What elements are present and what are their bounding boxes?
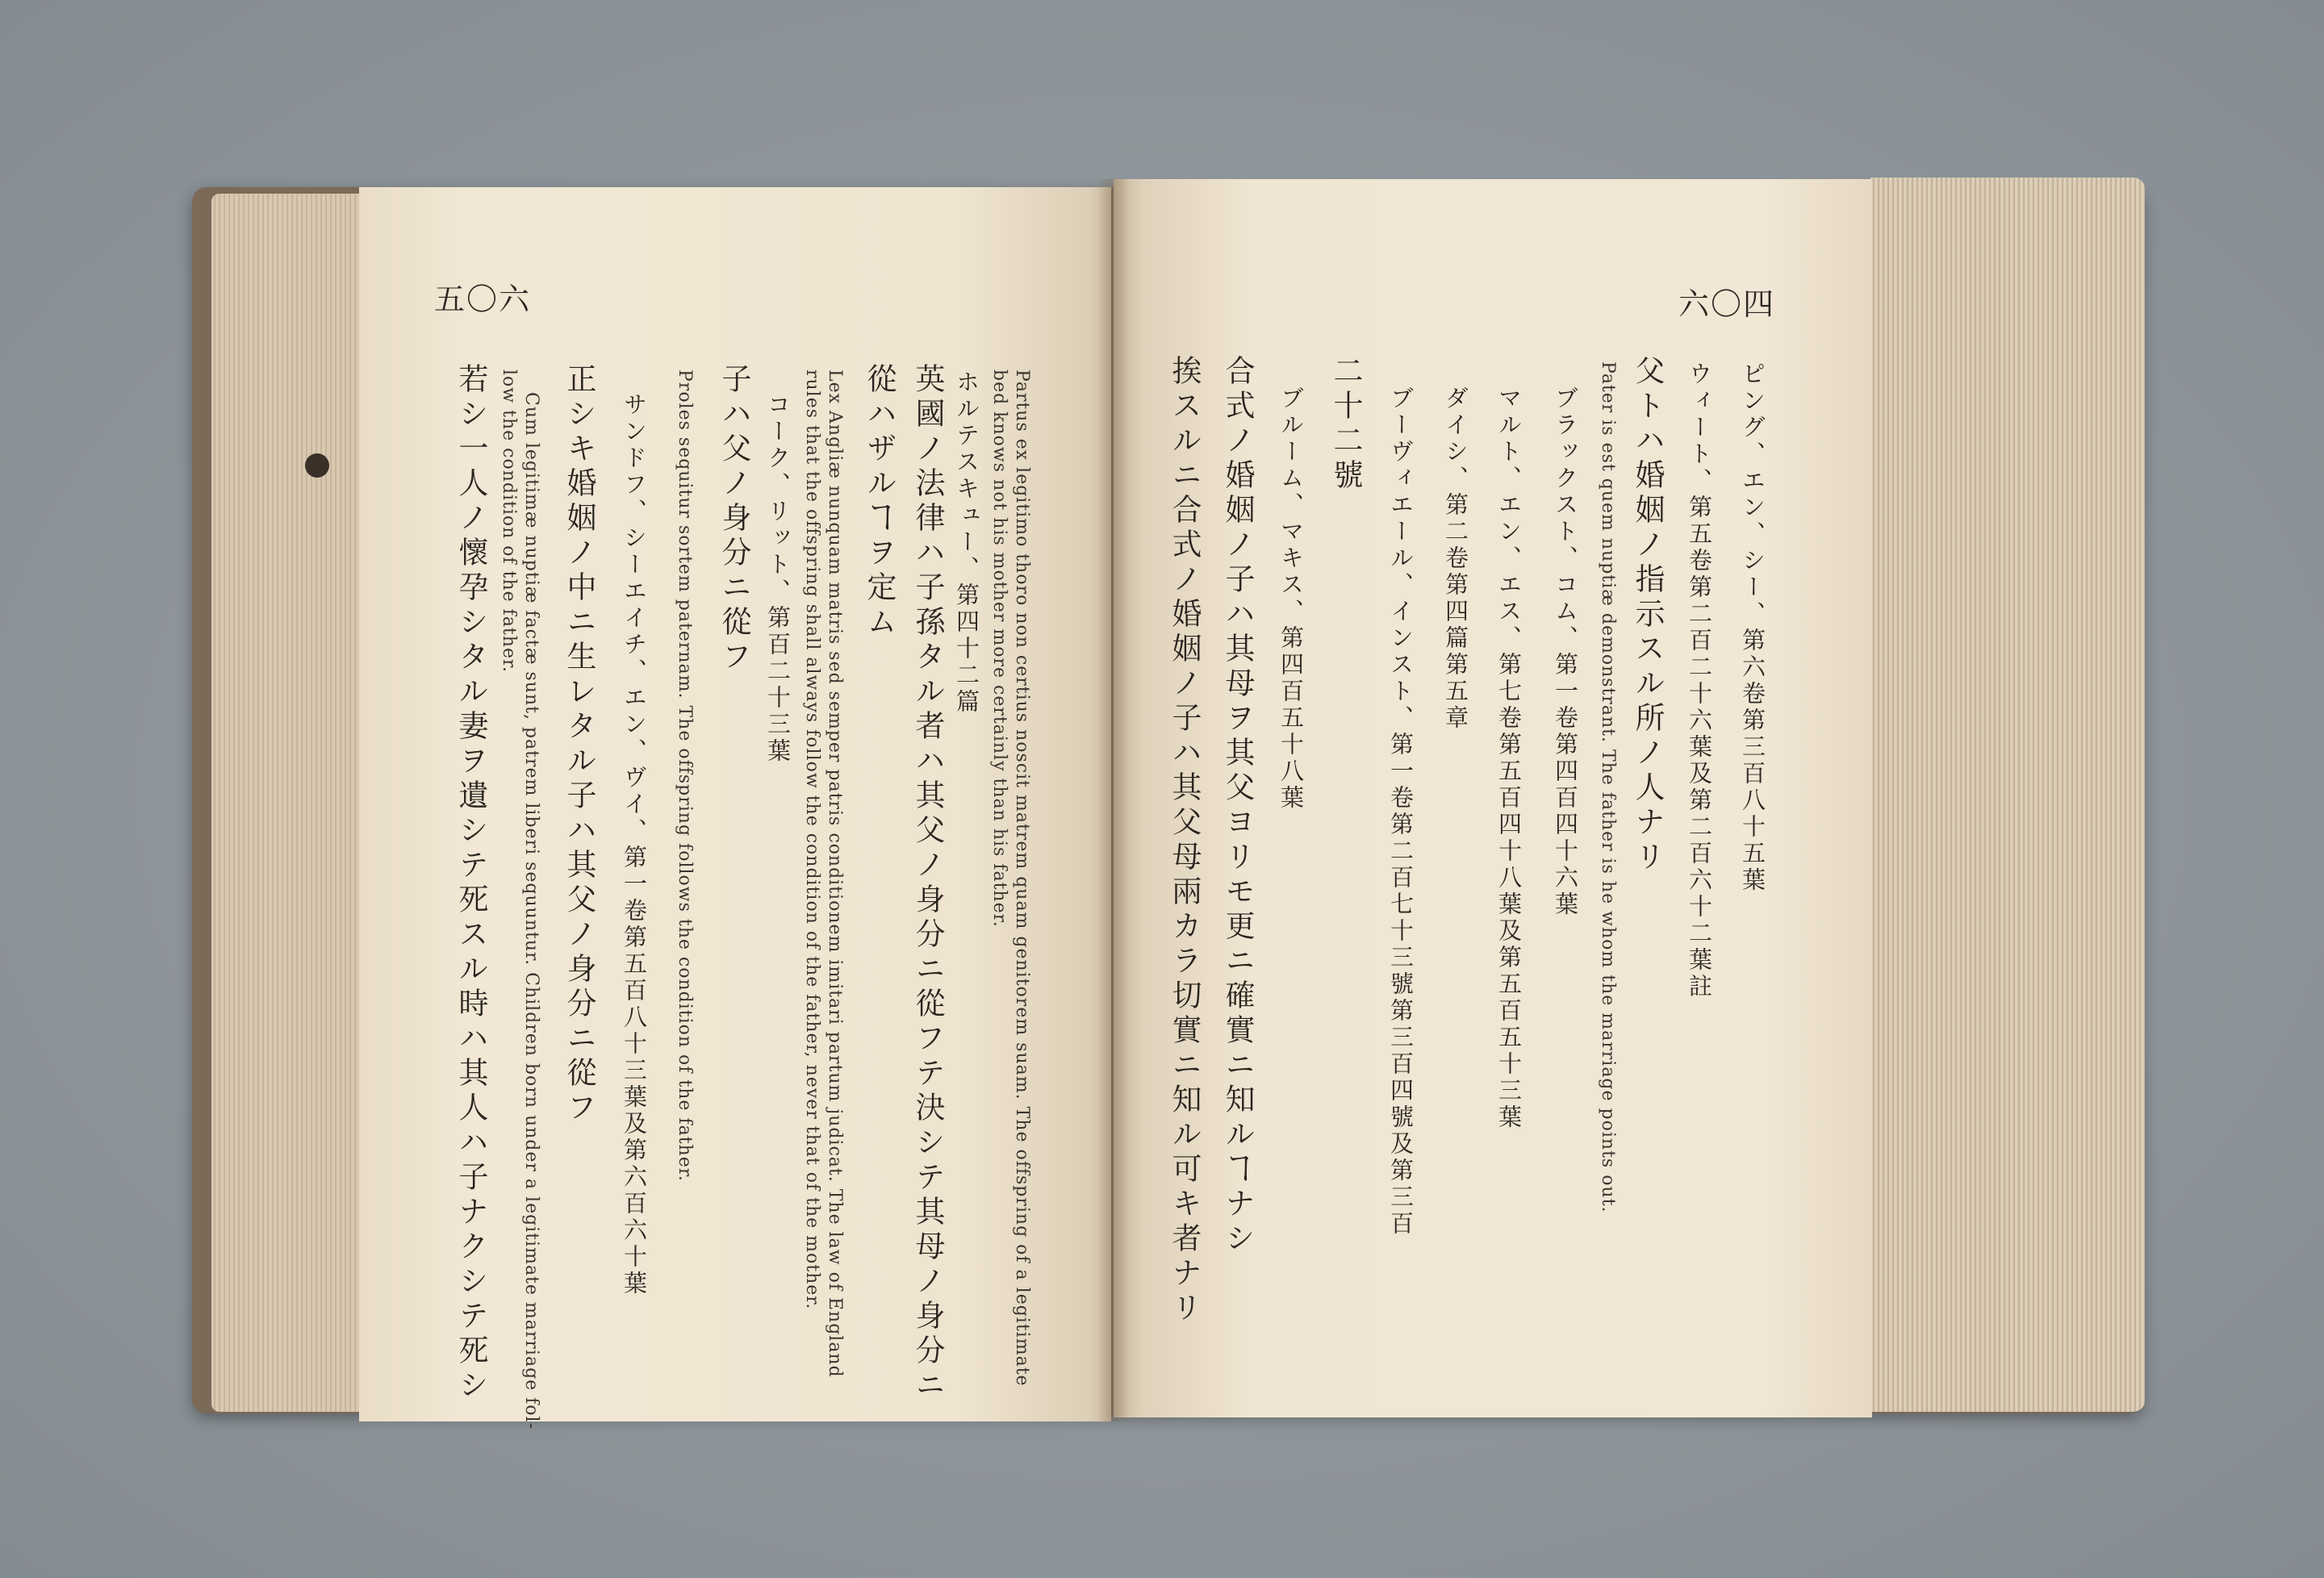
left-col-3: ホルテスキュー、第四十二篇 xyxy=(953,369,980,716)
right-page-number: 六〇四 xyxy=(1678,286,1776,322)
left-col-9: 子ハ父ノ身分ニ從フ xyxy=(717,363,751,675)
left-col-7: rules that the offspring shall always follow the condition of the father, never that of the mother. xyxy=(802,369,822,1310)
right-col-11: 合式ノ婚姻ノ子ハ其母ヲ其父ヨリモ更ニ確實ニ知ルヿナシ xyxy=(1220,355,1255,1257)
left-col-12: 正シキ婚姻ノ中ニ生レタル子ハ其父ノ身分ニ從フ xyxy=(562,363,596,1126)
right-col-9: 二十二號 xyxy=(1328,355,1363,494)
right-col-8: ブーヴィエール、インスト、第一卷第二百七十三號第三百四號及第三百 xyxy=(1387,386,1415,1238)
left-col-10: Proles sequitur sortem paternam. The offspring follows the condition of the father. xyxy=(675,369,695,1182)
left-col-8: コーク、リット、第百二十三葉 xyxy=(764,392,792,765)
right-col-1: ピング、エン、シー、第六卷第三百八十五葉 xyxy=(1739,361,1766,894)
right-col-6: マルト、エン、エス、第七卷第五百四十八葉及第五百五十三葉 xyxy=(1495,386,1523,1131)
right-page-edges xyxy=(1870,177,2145,1412)
right-col-12: 挨スルニ合式ノ婚姻ノ子ハ其父母兩カラ切實ニ知ル可キ者ナリ xyxy=(1167,355,1202,1326)
left-col-14: low the condition of the father. xyxy=(499,369,519,674)
left-col-6: Lex Angliæ nunquam matris sed semper patris conditionem imitari partum judicat. The law of England xyxy=(825,369,845,1378)
page-hole xyxy=(305,453,329,478)
left-col-5: 從ハザルヿヲ定ム xyxy=(862,363,897,641)
right-col-3: 父トハ婚姻ノ指示スル所ノ人ナリ xyxy=(1630,355,1665,875)
right-col-5: ブラックスト、コム、第一卷第四百四十六葉 xyxy=(1552,386,1579,918)
left-col-1: Partus ex legitimo thoro non certius noscit matrem quam genitorem suam. The offspring of a legitimate xyxy=(1012,369,1032,1387)
right-col-4: Pater is est quem nuptiæ demonstrant. The father is he whom the marriage points out. xyxy=(1598,361,1618,1213)
left-page-edges xyxy=(211,194,373,1412)
left-page-number: 五〇六 xyxy=(434,282,532,317)
left-col-13: Cum legitimæ nuptiæ factæ sunt, patrem liberi sequuntur. Children born under a legitimate marriage fol- xyxy=(521,392,541,1430)
left-col-2: bed knows not his mother more certainly than his father. xyxy=(989,369,1009,928)
right-col-10: ブルーム、マキス、第四百五十八葉 xyxy=(1277,386,1305,812)
book-gutter xyxy=(1097,179,1130,1421)
left-col-11: サンドフ、シーエイチ、エン、ヴイ、第一卷第五百八十三葉及第六百六十葉 xyxy=(621,392,648,1297)
left-col-4: 英國ノ法律ハ子孫タル者ハ其父ノ身分ニ從フテ決シテ其母ノ身分ニ xyxy=(910,363,945,1404)
left-col-15: 若シ一人ノ懷孕シタル妻ヲ遺シテ死スル時ハ其人ハ子ナクシテ死シ xyxy=(454,363,488,1404)
right-col-7: ダイシ、第二卷第四篇第五章 xyxy=(1442,386,1469,732)
right-col-2: ウィート、第五卷第二百二十六葉及第二百六十二葉註 xyxy=(1686,361,1713,1000)
